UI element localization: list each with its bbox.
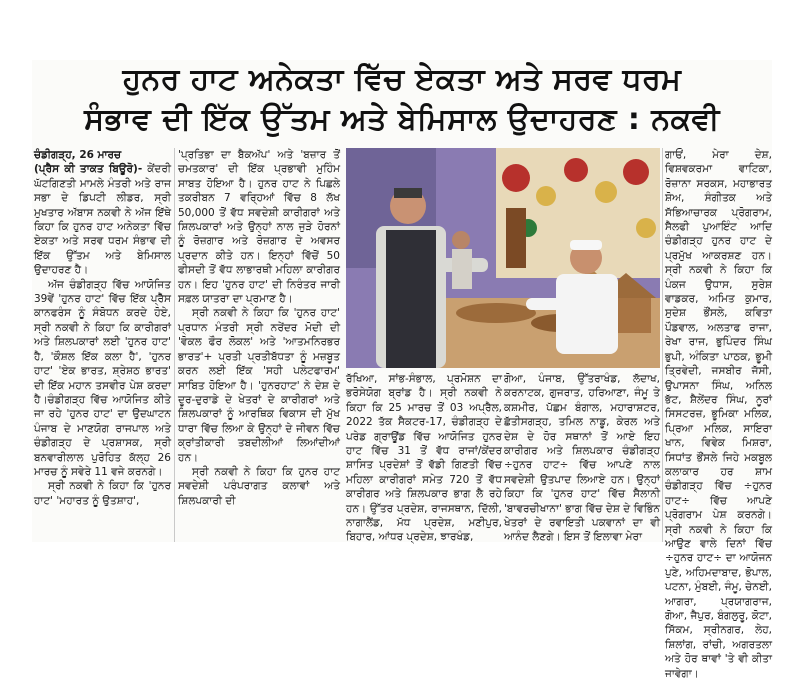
byline: (ਪ੍ਰੈਸ ਕੀ ਤਾਕਤ ਬਿਊਰੋ)- — [34, 163, 143, 176]
article-photo — [346, 148, 660, 368]
headline-line-2: ਸੰਭਾਵ ਦੀ ਇੱਕ ਉੱਤਮ ਅਤੇ ਬੇਮਿਸਾਲ ਉਦਾਹਰਣ : ਨਕਵੀ — [84, 102, 720, 137]
paragraph: ਸ੍ਰੀ ਨਕਵੀ ਨੇ ਕਿਹਾ ਕਿ 'ਹੁਨਰ ਹਾਟ' ਪ੍ਰਧਾਨ ਮੰਤਰੀ ਸ੍ਰੀ ਨਰੇਂਦਰ ਮੋਦੀ ਦੀ 'ਵੋਕਲ ਫੌਰ ਲੋਕਲ' ਅਤੇ 'ਆਤਮਨਿਰਭਰ ਭਾਰਤ'+ ਪ੍ਰਤੀ ਪ੍ਰਤੀਬੱਧਤਾ ਨੂੰ ਮਜ਼ਬੂਤ ਕਰਨ ਲਈ ਇੱਕ 'ਸਹੀ ਪਲੇਟਫਾਰਮ' ਸਾਬਿਤ ਹੋਇਆ ਹੈ। 'ਹੁਨਰਹਾਟ' ਨੇ ਦੇਸ਼ ਦੇ ਦੂਰ-ਦੁਰਾਡੇ ਦੇ ਖੇਤਰਾਂ ਦੇ ਕਾਰੀਗਰਾਂ ਅਤੇ ਸ਼ਿਲਪਕਾਰਾਂ ਨੂੰ ਆਰਥਿਕ ਵਿਕਾਸ ਦੀ ਮੁੱਖ ਧਾਰਾ ਵਿੱਚ ਲਿਆ ਕੇ ਉਨ੍ਹਾਂ ਦੇ ਜੀਵਨ ਵਿੱਚ ਕ੍ਰਾਂਤੀਕਾਰੀ ਤਬਦੀਲੀਆਂ ਲਿਆਂਦੀਆਂ ਹਨ। — [178, 307, 340, 464]
paragraph: ਗਾਓਂ, ਮੇਰਾ ਦੇਸ਼, ਵਿਸ਼ਵਕਰਮਾ ਵਾਟਿਕਾ, ਰੋਜ਼ਾਨਾ ਸਰਕਸ, ਮਹਾਭਾਰਤ ਸ਼ੋਅ, ਸੰਗੀਤਕ ਅਤੇ ਸੱਭਿਆਚਾਰਕ ਪ੍ਰੋਗਰਾਮ, ਸੈਲਫੀ ਪੁਆਇੰਟ ਆਦਿ ਚੰਡੀਗੜ੍ਹ ਹੁਨਰ ਹਾਟ ਦੇ ਪ੍ਰਮੁੱਖ ਆਕਰਸ਼ਣ ਹਨ। ਸ੍ਰੀ ਨਕਵੀ ਨੇ ਕਿਹਾ ਕਿ ਪੰਕਜ ਉਧਾਸ, ਸੁਰੇਸ਼ ਵਾਡਕਰ, ਅਮਿਤ ਕੁਮਾਰ, ਸੁਦੇਸ਼ ਭੌਂਸਲੇ, ਕਵਿਤਾ ਪੌਡਵਾਲ, ਅਲਤਾਫ ਰਾਜਾ, ਰੇਖਾ ਰਾਜ, ਭੁਪਿੰਦਰ ਸਿੰਘ ਭੁਪੀ, ਅੰਕਿਤਾ ਪਾਠਕ, ਭੂਮੀ ਤ੍ਰਿਵੇਦੀ, ਜਸਬੀਰ ਜੱਸੀ, ਉਪਾਸਨਾ ਸਿੰਘ, ਅਨਿਲ ਭੱਟ, ਸ਼ੈਲੇਂਦਰ ਸਿੰਘ, ਨੂਰਾਂ ਸਿਸਟਰਜ਼, ਭੂਮਿਕਾ ਮਲਿਕ, ਪ੍ਰਿਆ ਮਲਿਕ, ਸਾਇਰਾ ਖਾਨ, ਵਿਵੇਕ ਮਿਸ਼ਰਾ, ਸਿਧਾਂਤ ਭੌਂਸਲੇ ਜਿਹੇ ਮਕਬੂਲ ਕਲਾਕਾਰ ਹਰ ਸ਼ਾਮ ਚੰਡੀਗੜ੍ਹ ਵਿੱਚ ÷ਹੁਨਰ ਹਾਟ÷ ਵਿੱਚ ਆਪਣੇ ਪ੍ਰੋਗਰਾਮ ਪੇਸ਼ ਕਰਨਗੇ। ਸ੍ਰੀ ਨਕਵੀ ਨੇ ਕਿਹਾ ਕਿ ਆਉਣ ਵਾਲੇ ਦਿਨਾਂ ਵਿੱਚ ÷ਹੁਨਰ ਹਾਟ÷ ਦਾ ਆਯੋਜਨ ਪੁਣੇ, ਅਹਿਮਦਾਬਾਦ, ਭੋਪਾਲ, ਪਟਨਾ, ਮੁੰਬਈ, ਜੰਮੂ, ਚੇਨਈ, ਆਗਰਾ, ਪ੍ਰਯਾਗਰਾਜ, ਗੋਆ, ਜੈਪੁਰ, ਬੰਗਲੁਰੂ, ਕੋਟਾ, ਸਿੱਕਮ, ਸ੍ਰੀਨਗਰ, ਲੇਹ, ਸ਼ਿਲਾਂਗ, ਰਾਂਚੀ, ਅਗਰਤਲਾ ਅਤੇ ਹੋਰ ਥਾਵਾਂ 'ਤੇ ਵੀ ਕੀਤਾ ਜਾਵੇਗਾ। — [665, 149, 772, 680]
paragraph: ਸ੍ਰੀ ਨਕਵੀ ਨੇ ਕਿਹਾ ਕਿ ਹੁਨਰ ਹਾਟ ਸਵਦੇਸ਼ੀ ਪਰੰਪਰਾਗਤ ਕਲਾਵਾਂ ਅਤੇ ਸ਼ਿਲਪਕਾਰੀ ਦੀ — [178, 465, 340, 507]
paragraph: ਸ੍ਰੀ ਨਕਵੀ ਨੇ ਕਿਹਾ ਕਿ 'ਹੁਨਰ ਹਾਟ' 'ਮਹਾਰਤ ਨੂੰ ਉਤਸ਼ਾਹ', — [34, 480, 171, 507]
newspaper-clipping — [32, 60, 772, 680]
article-column-2 — [178, 148, 340, 542]
article-column-3 — [346, 372, 502, 542]
article-column-1 — [34, 148, 171, 542]
paragraph: ਗੋਆ, ਪੰਜਾਬ, ਉੱਤਰਾਖੰਡ, ਲੱਦਾਖ, ਕਰਨਾਟਕ, ਗੁਜਰਾਤ, ਹਰਿਆਣਾ, ਜੰਮੂ ਤੇ ਕਸ਼ਮੀਰ, ਪੱਛਮ ਬੰਗਾਲ, ਮਹਾਰਾਸ਼ਟਰ, ਛੱਤੀਸਗੜ੍ਹ, ਤਮਿਲ ਨਾਡੂ, ਕੇਰਲ ਅਤੇ ਦੇਸ਼ ਦੇ ਹੋਰ ਸਥਾਨਾਂ ਤੋਂ ਆਏ ਇਹ ਕਾਰੀਗਰ ਅਤੇ ਸ਼ਿਲਪਕਾਰ ਚੰਡੀਗੜ੍ਹ ÷ਹੁਨਰ ਹਾਟ÷ ਵਿੱਚ ਆਪਣੇ ਨਾਲ ਸਵਦੇਸ਼ੀ ਉਤਪਾਦ ਲਿਆਏ ਹਨ। ਉਨ੍ਹਾਂ ਕਿਹਾ ਕਿ 'ਹੁਨਰ ਹਾਟ' ਵਿੱਚ ਸੈਲਾਨੀ 'ਬਾਵਰਚੀਖਾਨਾ' ਭਾਗ ਵਿੱਚ ਦੇਸ਼ ਦੇ ਵਿਭਿੰਨ ਖੇਤਰਾਂ ਦੇ ਰਵਾਇਤੀ ਪਕਵਾਨਾਂ ਦਾ ਵੀ ਆਨੰਦ ਲੈਣਗੇ। ਇਸ ਤੋਂ ਇਲਾਵਾ ਮੇਰਾ — [504, 373, 660, 544]
column-divider — [174, 148, 175, 542]
article-column-5 — [665, 148, 772, 680]
article-column-4 — [504, 372, 660, 542]
paragraph: ਅੱਜ ਚੰਡੀਗੜ੍ਹ ਵਿੱਚ ਆਯੋਜਿਤ 39ਵੇਂ 'ਹੁਨਰ ਹਾਟ' ਵਿੱਚ ਇੱਕ ਪ੍ਰੈੱਸ ਕਾਨਫਰੰਸ ਨੂੰ ਸੰਬੋਧਨ ਕਰਦੇ ਹੋਏ, ਸ੍ਰੀ ਨਕਵੀ ਨੇ ਕਿਹਾ ਕਿ ਕਾਰੀਗਰਾਂ ਅਤੇ ਸ਼ਿਲਪਕਾਰਾਂ ਲਈ 'ਹੁਨਰ ਹਾਟ' ਹੈ, 'ਕੌਸ਼ਲ ਇੱਕ ਕਲਾ ਹੈ', 'ਹੁਨਰ ਹਾਟ' 'ਏਕ ਭਾਰਤ, ਸ਼੍ਰੇਸ਼ਠ ਭਾਰਤ' ਦੀ ਇੱਕ ਮਹਾਨ ਤਸਵੀਰ ਪੇਸ਼ ਕਰਦਾ ਹੈ।ਚੰਡੀਗੜ੍ਹ ਵਿੱਚ ਆਯੋਜਿਤ ਕੀਤੇ ਜਾ ਰਹੇ 'ਹੁਨਰ ਹਾਟ' ਦਾ ਉਦਘਾਟਨ ਪੰਜਾਬ ਦੇ ਮਾਣਯੋਗ ਰਾਜਪਾਲ ਅਤੇ ਚੰਡੀਗੜ੍ਹ ਦੇ ਪ੍ਰਸ਼ਾਸਕ, ਸ੍ਰੀ ਬਨਵਾਰੀਲਾਲ ਪੁਰੋਹਿਤ ਕੱਲ੍ਹ 26 ਮਾਰਚ ਨੂੰ ਸਵੇਰੇ 11 ਵਜੇ ਕਰਨਗੇ। — [34, 278, 171, 478]
dateline: ਚੰਡੀਗੜ੍ਹ, 26 ਮਾਰਚ — [34, 149, 122, 161]
headline — [32, 60, 772, 144]
paragraph: ਕੇਂਦਰੀ ਘੱਟਗਿਣਤੀ ਮਾਮਲੇ ਮੰਤਰੀ ਅਤੇ ਰਾਜ ਸਭਾ ਦੇ ਡਿਪਟੀ ਲੀਡਰ, ਸ੍ਰੀ ਮੁਖਤਾਰ ਅੱਬਾਸ ਨਕਵੀ ਨੇ ਅੱਜ ਇੱਥੇ ਕਿਹਾ ਕਿ ਹੁਨਰ ਹਾਟ ਅਨੇਕਤਾ ਵਿੱਚ ਏਕਤਾ ਅਤੇ ਸਰਵ ਧਰਮ ਸੰਭਾਵ ਦੀ ਇੱਕ ਉੱਤਮ ਅਤੇ ਬੇਮਿਸਾਲ ਉਦਾਹਰਣ ਹੈ। — [34, 163, 171, 277]
paragraph: ਰੱਖਿਆ, ਸਾਂਭ-ਸੰਭਾਲ, ਪ੍ਰਮੋਸ਼ਨ ਦਾ ਭਰੋਸੇਯੋਗ ਬ੍ਰਾਂਡ ਹੈ। ਸ੍ਰੀ ਨਕਵੀ ਨੇ ਕਿਹਾ ਕਿ 25 ਮਾਰਚ ਤੋਂ 03 ਅਪ੍ਰੈਲ, 2022 ਤੱਕ ਸੈਕਟਰ-17, ਚੰਡੀਗੜ੍ਹ ਦੇ ਪਰੇਡ ਗ੍ਰਾਊਂਡ ਵਿੱਚ ਆਯੋਜਿਤ ਹੁਨਰ ਹਾਟ ਵਿੱਚ 31 ਤੋਂ ਵੱਧ ਰਾਜਾਂ/ਕੇਂਦਰ ਸ਼ਾਸਿਤ ਪ੍ਰਦੇਸ਼ਾਂ ਤੋਂ ਵੱਡੀ ਗਿਣਤੀ ਵਿੱਚ ਮਹਿਲਾ ਕਾਰੀਗਰਾਂ ਸਮੇਤ 720 ਤੋਂ ਵੱਧ ਕਾਰੀਗਰ ਅਤੇ ਸ਼ਿਲਪਕਾਰ ਭਾਗ ਲੈ ਰਹੇ ਹਨ। ਉੱਤਰ ਪ੍ਰਦੇਸ਼, ਰਾਜਸਥਾਨ, ਦਿੱਲੀ, ਨਾਗਾਲੈਂਡ, ਮੱਧ ਪ੍ਰਦੇਸ਼, ਮਣੀਪੁਰ, ਬਿਹਾਰ, ਆਂਧਰ ਪ੍ਰਦੇਸ਼, ਝਾਰਖੰਡ, — [346, 373, 502, 544]
column-divider — [662, 148, 663, 542]
paragraph: 'ਪ੍ਰਤਿਭਾ ਦਾ ਬੈਕਅੱਪ' ਅਤੇ 'ਬਜ਼ਾਰ ਤੋਂ ਚਮਤਕਾਰ' ਦੀ ਇੱਕ ਪ੍ਰਭਾਵੀ ਮੁਹਿੰਮ ਸਾਬਤ ਹੋਇਆ ਹੈ। ਹੁਨਰ ਹਾਟ ਨੇ ਪਿਛਲੇ ਤਕਰੀਬਨ 7 ਵਰ੍ਹਿਆਂ ਵਿੱਚ 8 ਲੱਖ 50,000 ਤੋਂ ਵੱਧ ਸਵਦੇਸ਼ੀ ਕਾਰੀਗਰਾਂ ਅਤੇ ਸ਼ਿਲਪਕਾਰਾਂ ਅਤੇ ਉਨ੍ਹਾਂ ਨਾਲ ਜੁੜੇ ਹੋਰਨਾਂ ਨੂੰ ਰੋਜ਼ਗਾਰ ਅਤੇ ਰੋਜ਼ਗਾਰ ਦੇ ਅਵਸਰ ਪ੍ਰਦਾਨ ਕੀਤੇ ਹਨ। ਇਨ੍ਹਾਂ ਵਿੱਚੋਂ 50 ਫੀਸਦੀ ਤੋਂ ਵੱਧ ਲਾਭਾਰਥੀ ਮਹਿਲਾ ਕਾਰੀਗਰ ਹਨ। ਇਹ 'ਹੁਨਰ ਹਾਟ' ਦੀ ਨਿਰੰਤਰ ਜਾਰੀ ਸਫ਼ਲ ਯਾਤਰਾ ਦਾ ਪ੍ਰਮਾਣ ਹੈ। — [178, 149, 340, 306]
headline-line-1: ਹੁਨਰ ਹਾਟ ਅਨੇਕਤਾ ਵਿੱਚ ਏਕਤਾ ਅਤੇ ਸਰਵ ਧਰਮ — [122, 62, 682, 97]
